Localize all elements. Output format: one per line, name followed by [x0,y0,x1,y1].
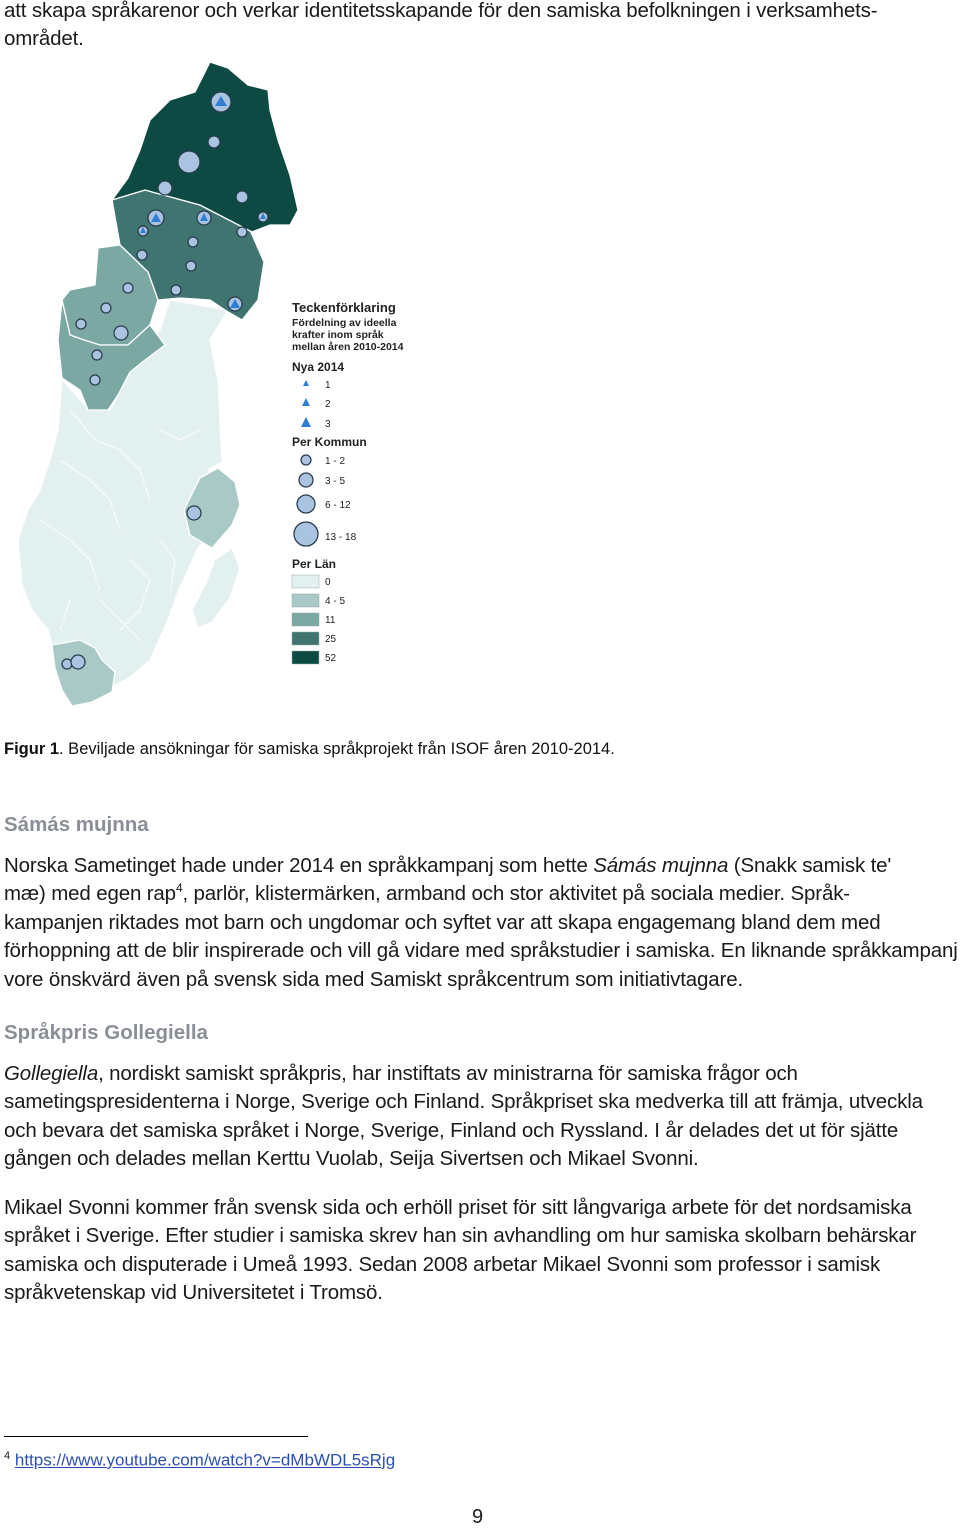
legend-subtitle: mellan åren 2010-2014 [292,341,404,353]
legend-swatch-0 [292,575,319,588]
kommun-circle [187,506,201,520]
section-heading-sprakpris-gollegiella: Språkpris Gollegiella [4,1021,208,1044]
legend-triangle-2 [302,398,310,406]
legend-circle-large [297,495,315,513]
legend-title: Teckenförklaring [292,300,396,315]
kommun-circle [208,136,220,148]
legend-swatch-52 [292,651,319,664]
map-regions [18,62,298,706]
legend-item: 4 - 5 [325,596,346,607]
legend-item: 2 [325,399,331,410]
legend-triangle-3 [301,417,311,427]
kommun-circle [90,375,100,385]
kommun-circle [114,326,128,340]
legend-circle-small [301,455,311,465]
legend-item: 52 [325,653,337,664]
legend-item: 1 - 2 [325,456,346,467]
kommun-circle [137,250,147,260]
kommun-circle [171,285,181,295]
legend-swatch-4-5 [292,594,319,607]
legend-subtitle: krafter inom språk [292,329,384,341]
kommun-circle [188,237,198,247]
legend-circle-xlarge [294,522,318,546]
caption-text: . Beviljade ansökningar för samiska språkprojekt från ISOF åren 2010-2014. [59,740,615,758]
map-legend [292,300,404,664]
kommun-circle [123,283,133,293]
kommun-circle [237,227,247,237]
kommun-circle [186,261,196,271]
legend-item: 1 [325,380,331,391]
legend-triangle-1 [303,380,309,386]
legend-item: 3 - 5 [325,476,346,487]
footnote-link[interactable]: https://www.youtube.com/watch?v=dMbWDL5sRjg [14,1450,396,1470]
footnote [4,1450,395,1471]
legend-per-kommun-label: Per Kommun [292,435,367,449]
kommun-circle [76,319,86,329]
legend-per-lan-label: Per Län [292,557,337,571]
region-gotland [192,548,240,628]
legend-item: 25 [325,634,337,645]
footnote-number: 4 [4,1450,11,1462]
kommun-circle [71,655,85,669]
legend-subtitle: Fördelning av ideella [292,317,397,329]
legend-new-2014-label: Nya 2014 [292,360,345,374]
figure-caption [4,740,615,759]
legend-item: 6 - 12 [325,500,351,511]
legend-item: 11 [325,615,336,626]
kommun-circle [92,350,102,360]
section-heading-samas-mujnna: Sámás mujnna [4,813,149,836]
section1-paragraph: Norska Sametinget hade under 2014 en språkkampanj som hette Sámás mujnna (Snakk samisk te' mæ) med egen rap$^4$, parlör, klistermärken, armband och stor aktivitet på sociala medier. Språk- kampanjen riktades mot barn och ungdomar och syftet var att skapa engagemang bland dem med förhoppning att de blir inspirerade och vill gå vidare med språkstudier i samiska. En liknande språkkampanj vore önskvärd även på svensk sida med Samiskt språkcentrum som initiativtagare. [4,854,958,991]
legend-swatch-11 [292,613,319,626]
section2-paragraph-1: Gollegiella, nordiskt samiskt språkpris, har instiftats av ministrarna för samiska frågor och sametingspresidenterna i Norge, Sverige och Finland. Språkpriset ska medverka till att främja, utveckla och bevara det samiska språket i Norge, Sverige, Finland och Ryssland. I år delades det ut för sjätte gången och delades mellan Kerttu Vuolab, Seija Sivertsen och Mikael Svonni. [4,1062,923,1171]
footnote-separator [4,1436,308,1437]
section2-paragraph-2: Mikael Svonni kommer från svensk sida och erhöll priset för sitt långvariga arbete för det nordsamiska språket i Sverige. Efter studier i samiska skrev han sin avhandling om hur samiska skolbarn behärskar samiska och disputerade i Umeå 1993. Sedan 2008 arbetar Mikael Svonni som professor i samisk språkvetenskap vid Universitetet i Tromsö. [4,1196,917,1305]
sweden-language-map [0,50,960,720]
page-number: 9 [472,1506,484,1528]
legend-item: 0 [325,577,331,588]
intro-paragraph: att skapa språkarenor och verkar identitetsskapande för den samiska befolkningen i verksamhets- området. [4,0,878,51]
legend-item: 13 - 18 [325,532,357,543]
kommun-circle [158,181,172,195]
kommun-circle [178,151,200,173]
kommun-circle [236,191,248,203]
caption-label: Figur 1 [4,740,60,758]
kommun-circle [101,303,111,313]
legend-circle-medium [299,473,313,487]
legend-item: 3 [325,419,331,430]
legend-swatch-25 [292,632,319,645]
